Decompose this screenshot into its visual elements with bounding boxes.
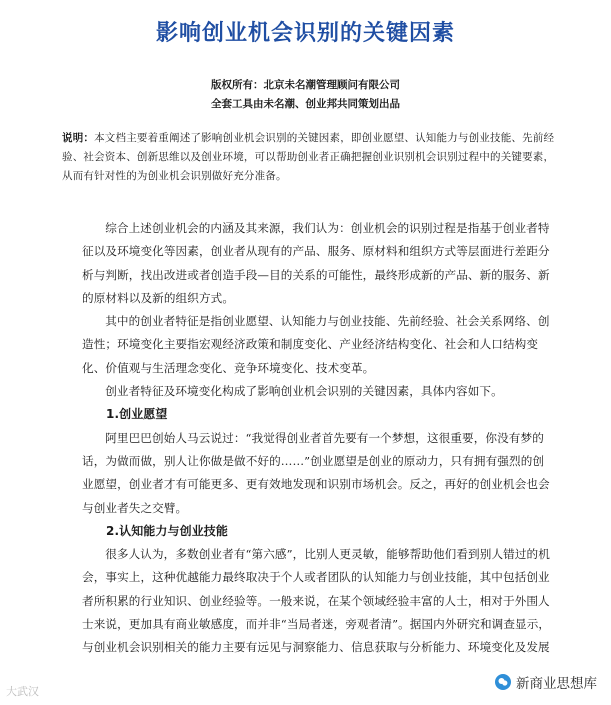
- copyright-block: [0, 76, 611, 114]
- paragraph: 阿里巴巴创始人马云说过：“我觉得创业者首先要有一个梦想，这很重要，你没有梦的话，为做而做，别人让你做是做不好的……”创业愿望是创业的原动力，只有拥有强烈的创业愿望，创业者才有可能更多、更有效地发现和识别市场机会。反之，再好的创业机会也会与创业者失之交臂。: [82, 430, 550, 515]
- note-text: 本文档主要着重阐述了影响创业机会识别的关键因素，即创业愿望、认知能力与创业技能、先前经验、社会资本、创新思维以及创业环境，可以帮助创业者正确把握创业识别机会识别过程中的关键要素，从而有针对性的为创业机会识别做好充分准备。: [62, 132, 555, 182]
- note-label: 说明：: [62, 132, 95, 144]
- watermark-left-text: 大武汉: [6, 685, 39, 698]
- watermark-right: [495, 672, 597, 692]
- document-note: [62, 129, 562, 186]
- paragraph: 综合上述创业机会的内涵及其来源，我们认为：创业机会的识别过程是指基于创业者特征以及环境变化等因素，创业者从现有的产品、服务、原材料和组织方式等层面进行差距分析与判断，找出改进或者创造手段—目的关系的可能性，最终形成新的产品、新的服务、新的原材料以及新的组织方式。: [82, 221, 550, 305]
- copyright-line: 版权所有：北京未名潮管理顾问有限公司: [211, 79, 400, 91]
- paragraph: 其中的创业者特征是指创业愿望、认知能力与创业技能、先前经验、社会关系网络、创造性；环境变化主要指宏观经济政策和制度变化、产业经济结构变化、社会和人口结构变化、价值观与生活理念变化、竞争环境变化、技术变革。: [82, 314, 550, 375]
- watermark-left: [6, 683, 39, 699]
- section-heading: 2.认知能力与创业技能: [106, 523, 229, 538]
- document-body: [82, 217, 554, 660]
- paragraph: 很多人认为，多数创业者有“第六感”，比别人更灵敏，能够帮助他们看到别人错过的机会，事实上，这种优越能力最终取决于个人或者团队的认知能力与创业技能，其中包括创业者所积累的行业知识、创业经验等。一般来说，在某个领域经验丰富的人士，相对于外围人士来说，更加具有商业敏感度，而并非“当局者迷，旁观者清”。据国内外研究和调查显示，与创业机会识别相关的能力主要有远见与洞察能力、信息获取与分析能力、环境变化及发展: [82, 547, 551, 655]
- paragraph: 创业者特征及环境变化构成了影响创业机会识别的关键因素，具体内容如下。: [105, 384, 503, 399]
- document-title: 影响创业机会识别的关键因素: [155, 21, 455, 46]
- wechat-account-icon: [495, 674, 511, 690]
- watermark-right-text: 新商业思想库: [516, 676, 597, 692]
- producer-line: 全套工具由未名潮、创业邦共同策划出品: [211, 98, 400, 110]
- section-heading: 1.创业愿望: [106, 407, 168, 422]
